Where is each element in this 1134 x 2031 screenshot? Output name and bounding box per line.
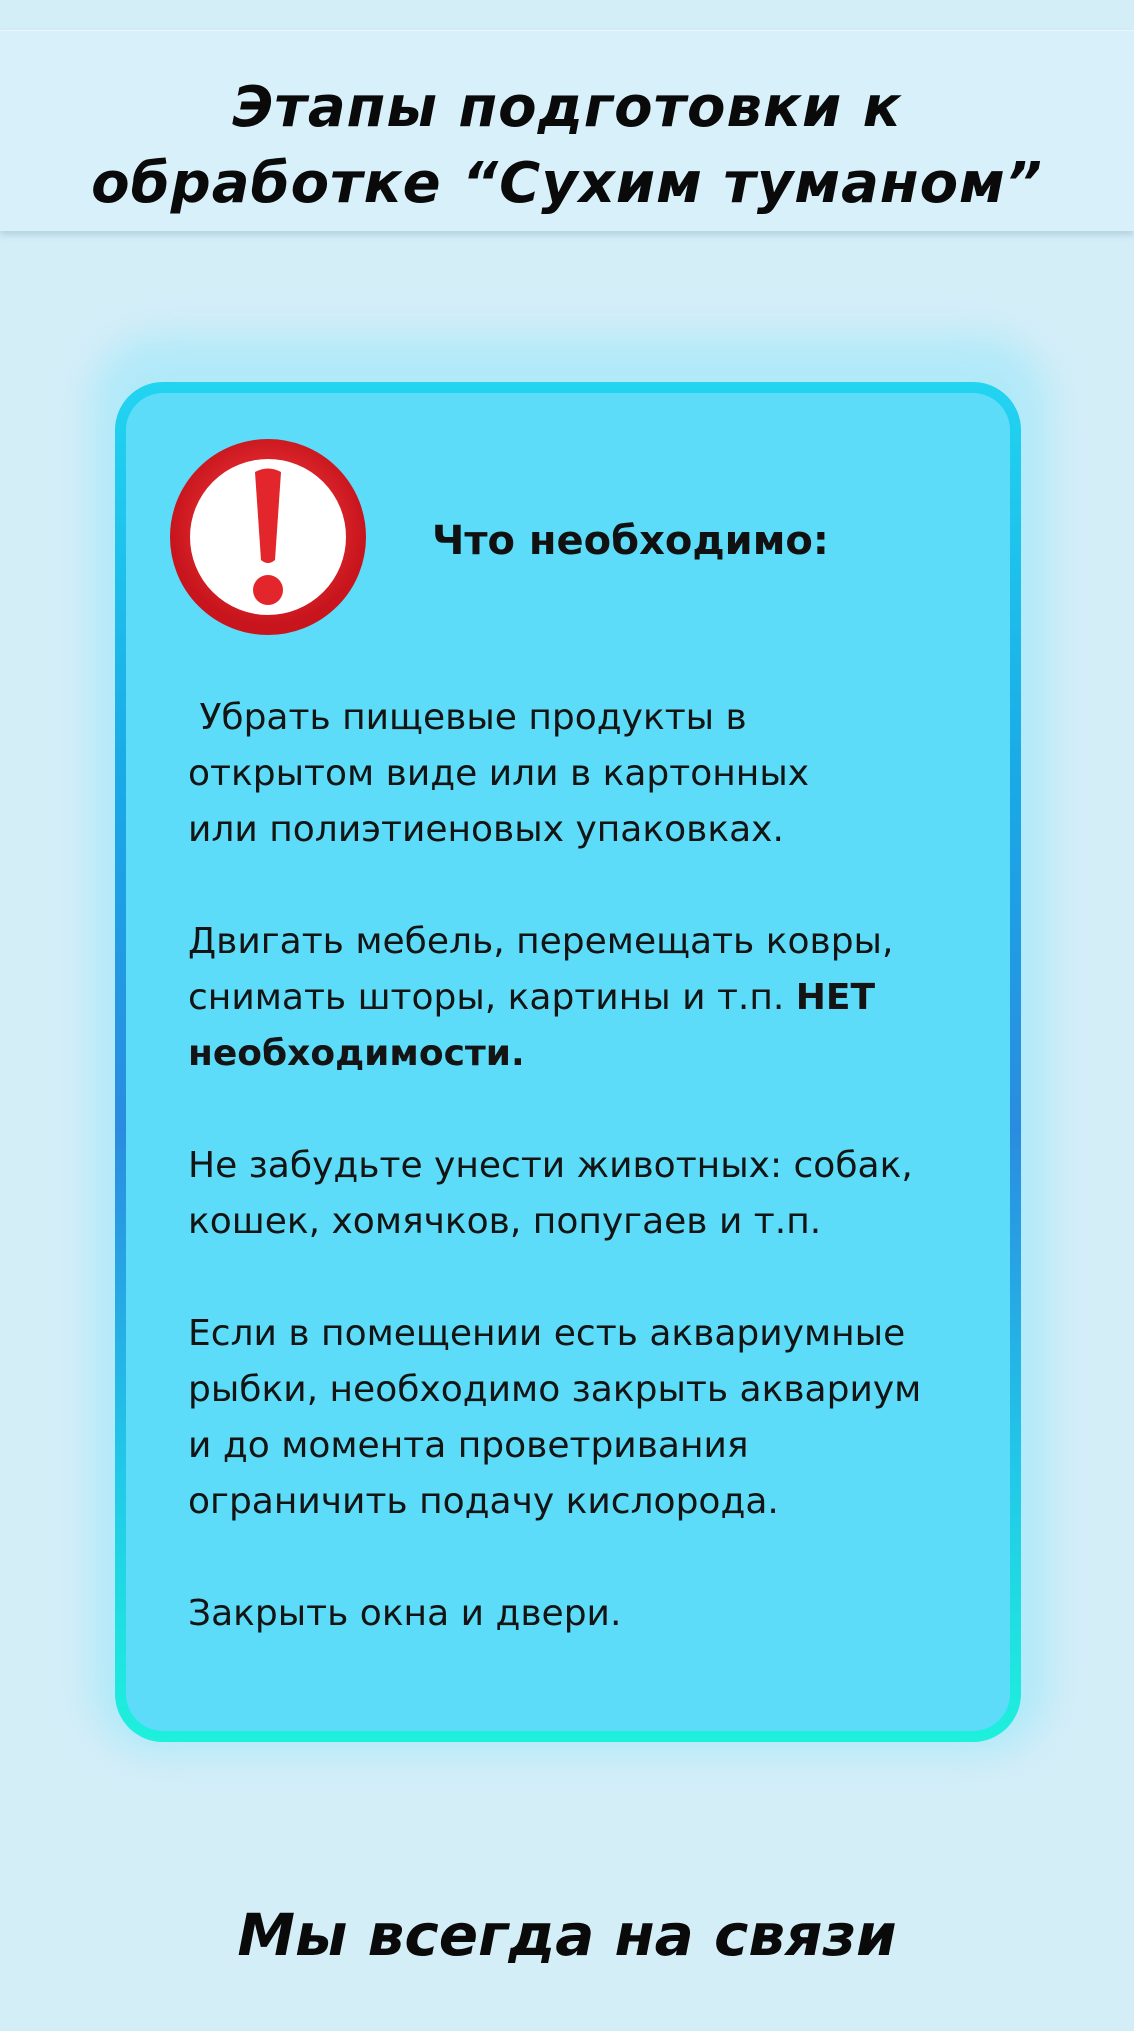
emphasis-text: НЕТ (795, 977, 876, 1018)
instruction-list (188, 690, 1008, 1698)
instruction-line: Убрать пищевые продукты в (188, 697, 747, 738)
instruction-line: ограничить подачу кислорода. (188, 1481, 779, 1522)
instruction-item (188, 914, 1008, 1082)
instruction-line: Двигать мебель, перемещать ковры, (188, 921, 894, 962)
instruction-line: кошек, хомячков, попугаев и т.п. (188, 1201, 822, 1242)
instruction-line: открытом виде или в картонных (188, 753, 810, 794)
instruction-line (188, 1026, 1008, 1082)
instruction-item (188, 690, 1008, 858)
instruction-text: снимать шторы, картины и т.п. (188, 977, 796, 1018)
exclamation-circle-icon (163, 432, 373, 642)
section-heading: Что необходимо: (432, 518, 829, 564)
instruction-item (188, 1586, 1008, 1642)
instruction-line: Если в помещении есть аквариумные (188, 1313, 906, 1354)
page-title-line-2: обработке “Сухим туманом” (91, 151, 1043, 216)
instruction-line: Не забудьте унести животных: собак, (188, 1145, 913, 1186)
emphasis-text: необходимости. (188, 1033, 525, 1074)
page-title (0, 70, 1134, 222)
instruction-item (188, 1138, 1008, 1250)
instruction-line: рыбки, необходимо закрыть аквариум (188, 1369, 922, 1410)
page-title-line-1: Этапы подготовки к (232, 75, 902, 140)
instruction-line (188, 970, 1008, 1026)
instruction-line: и до момента проветривания (188, 1425, 749, 1466)
instruction-item (188, 1306, 1008, 1530)
instruction-line: Закрыть окна и двери. (188, 1593, 622, 1634)
footer-slogan: Мы всегда на связи (237, 1901, 897, 1969)
instruction-line: или полиэтиеновых упаковках. (188, 809, 784, 850)
